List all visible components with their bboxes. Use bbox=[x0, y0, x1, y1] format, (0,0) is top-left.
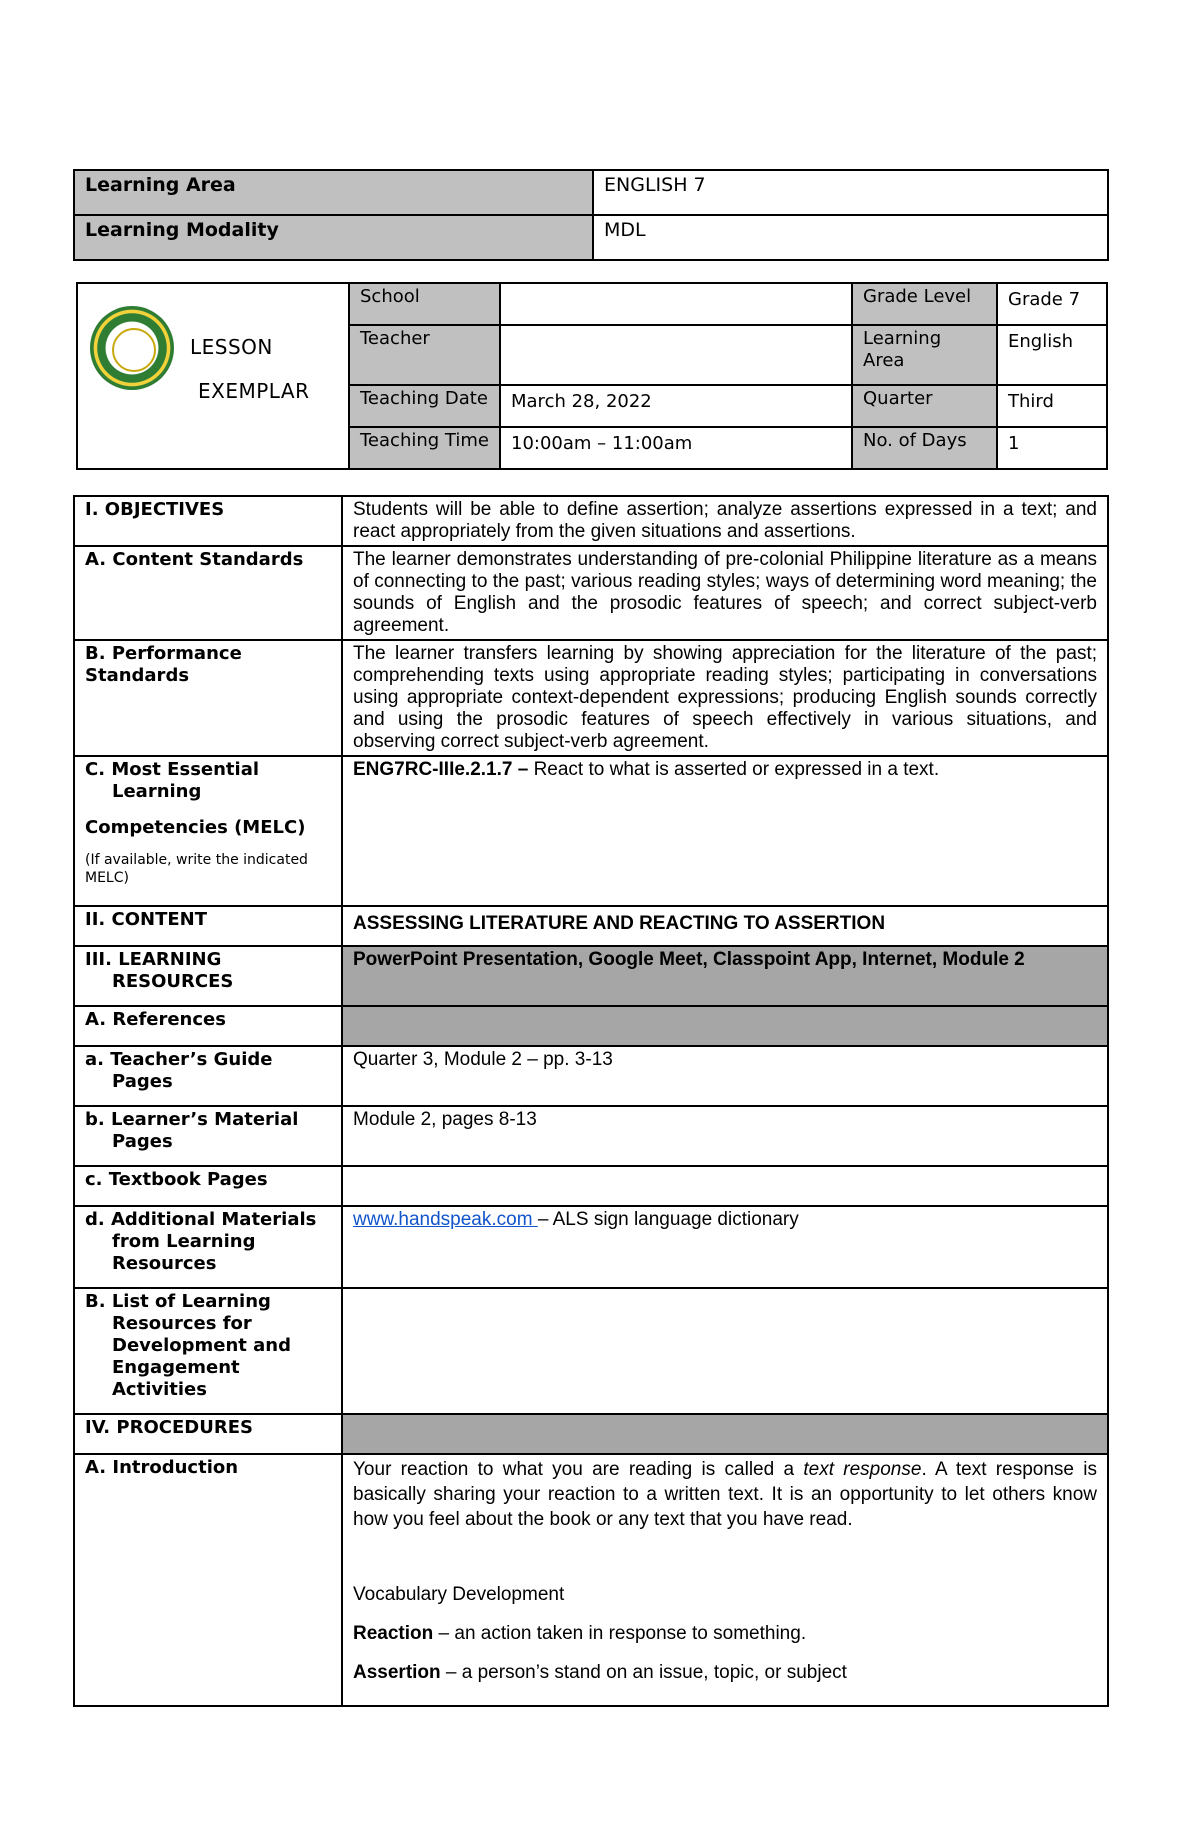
content-standards-label: A. Content Standards bbox=[74, 546, 342, 640]
reaction-def: – an action taken in response to something. bbox=[433, 1623, 807, 1644]
learning-resources-label bbox=[74, 946, 342, 1006]
tg-label-line1: a. Teacher’s Guide bbox=[85, 1049, 273, 1070]
list-label-line2: Resources for bbox=[112, 1313, 252, 1334]
quarter-value: Third bbox=[997, 385, 1107, 427]
content-standards-value: The learner demonstrates understanding of pre-colonial Philippine literature as a means of connecting to the past; various reading styles; ways of determining word meaning; the sounds of English and the prosodic features of speech; and correct subject-verb agreement. bbox=[342, 546, 1108, 640]
quarter-label: Quarter bbox=[852, 385, 997, 427]
learning-modality-label: Learning Modality bbox=[74, 215, 593, 260]
melc-label-line3: Competencies (MELC) bbox=[85, 817, 306, 838]
learning-area-value: ENGLISH 7 bbox=[593, 170, 1108, 215]
learners-material-value: Module 2, pages 8-13 bbox=[342, 1106, 1108, 1166]
procedures-value bbox=[342, 1414, 1108, 1454]
additional-label-line2: from Learning bbox=[112, 1231, 256, 1252]
deped-seal-logo bbox=[90, 306, 174, 390]
exemplar-learning-area-label: Learning Area bbox=[852, 325, 997, 385]
exemplar-title-line1: LESSON bbox=[190, 335, 273, 359]
teaching-time-label: Teaching Time bbox=[349, 427, 500, 469]
learners-material-label bbox=[74, 1106, 342, 1166]
list-label-line5: Activities bbox=[112, 1379, 207, 1400]
introduction-label: A. Introduction bbox=[74, 1454, 342, 1706]
lesson-exemplar-header bbox=[76, 282, 1108, 470]
lm-label-line1: b. Learner’s Material bbox=[85, 1109, 299, 1130]
performance-standards-label: B. Performance Standards bbox=[74, 640, 342, 756]
melc-code: ENG7RC-IIIe.2.1.7 – bbox=[353, 759, 529, 780]
additional-label-line1: d. Additional Materials bbox=[85, 1209, 317, 1230]
teaching-time-value: 10:00am – 11:00am bbox=[500, 427, 852, 469]
vocab-heading: Vocabulary Development bbox=[353, 1584, 565, 1605]
lesson-plan-table bbox=[73, 495, 1109, 1707]
school-label: School bbox=[349, 283, 500, 325]
teacher-value bbox=[500, 325, 852, 385]
list-of-resources-label bbox=[74, 1288, 342, 1414]
procedures-label: IV. PROCEDURES bbox=[74, 1414, 342, 1454]
objectives-value: Students will be able to define assertion; analyze assertions expressed in a text; and react appropriately from the given situations and assertions. bbox=[342, 496, 1108, 546]
intro-paragraph bbox=[353, 1457, 1097, 1532]
tg-label-line2: Pages bbox=[112, 1071, 173, 1092]
handspeak-link[interactable]: www.handspeak.com bbox=[353, 1209, 538, 1230]
melc-note: (If available, write the indicated MELC) bbox=[85, 852, 308, 886]
assertion-term: Assertion bbox=[353, 1662, 441, 1683]
learning-area-label: Learning Area bbox=[74, 170, 593, 215]
performance-standards-value: The learner transfers learning by showing appreciation for the literature of the past; comprehending texts using appropriate reading styles; participating in conversations using appropriate context-dependent expressions; producing English sounds correctly and using the prosodic features of speech effectively in various situations, and observing correct subject-verb agreement. bbox=[342, 640, 1108, 756]
melc-label bbox=[74, 756, 342, 906]
learning-modality-value: MDL bbox=[593, 215, 1108, 260]
melc-label-line1: C. Most Essential bbox=[85, 759, 260, 780]
grade-level-value: Grade 7 bbox=[997, 283, 1107, 325]
teachers-guide-label bbox=[74, 1046, 342, 1106]
references-value bbox=[342, 1006, 1108, 1046]
exemplar-title-line2: EXEMPLAR bbox=[198, 379, 310, 403]
teacher-label: Teacher bbox=[349, 325, 500, 385]
assertion-def: – a person’s stand on an issue, topic, or subject bbox=[440, 1662, 847, 1683]
school-value bbox=[500, 283, 852, 325]
intro-text-a: Your reaction to what you are reading is called a bbox=[353, 1459, 804, 1480]
melc-text: React to what is asserted or expressed in a text. bbox=[528, 759, 940, 780]
textbook-pages-value bbox=[342, 1166, 1108, 1206]
learning-resources-value: PowerPoint Presentation, Google Meet, Classpoint App, Internet, Module 2 bbox=[342, 946, 1108, 1006]
reaction-definition bbox=[353, 1621, 1097, 1646]
exemplar-title-cell bbox=[77, 283, 349, 469]
days-label: No. of Days bbox=[852, 427, 997, 469]
grade-level-label: Grade Level bbox=[852, 283, 997, 325]
exemplar-learning-area-value: English bbox=[997, 325, 1107, 385]
days-value: 1 bbox=[997, 427, 1107, 469]
intro-text-emphasis: text response bbox=[803, 1459, 922, 1480]
resources-label-line2: RESOURCES bbox=[112, 971, 234, 992]
learning-area-table bbox=[73, 169, 1109, 261]
resources-label-line1: III. LEARNING bbox=[85, 949, 222, 970]
additional-materials-label bbox=[74, 1206, 342, 1288]
melc-value bbox=[342, 756, 1108, 906]
lm-label-line2: Pages bbox=[112, 1131, 173, 1152]
assertion-definition bbox=[353, 1660, 1097, 1685]
additional-materials-text: – ALS sign language dictionary bbox=[537, 1209, 799, 1230]
additional-label-line3: Resources bbox=[112, 1253, 217, 1274]
list-label-line3: Development and bbox=[112, 1335, 292, 1356]
content-value: ASSESSING LITERATURE AND REACTING TO ASSERTION bbox=[342, 906, 1108, 946]
teaching-date-label: Teaching Date bbox=[349, 385, 500, 427]
list-label-line4: Engagement bbox=[112, 1357, 240, 1378]
references-label: A. References bbox=[74, 1006, 342, 1046]
additional-materials-value bbox=[342, 1206, 1108, 1288]
list-label-line1: B. List of Learning bbox=[85, 1291, 271, 1312]
objectives-label: I. OBJECTIVES bbox=[74, 496, 342, 546]
intro-text-b: . A text response is basically sharing your reaction to a written text. It is an opportunity to let others know how you feel about the book or any text that you have read. bbox=[353, 1459, 1097, 1530]
melc-label-line2: Learning bbox=[112, 781, 202, 802]
textbook-pages-label: c. Textbook Pages bbox=[74, 1166, 342, 1206]
list-of-resources-value bbox=[342, 1288, 1108, 1414]
teaching-date-value: March 28, 2022 bbox=[500, 385, 852, 427]
introduction-value bbox=[342, 1454, 1108, 1706]
reaction-term: Reaction bbox=[353, 1623, 434, 1644]
teachers-guide-value: Quarter 3, Module 2 – pp. 3-13 bbox=[342, 1046, 1108, 1106]
content-label: II. CONTENT bbox=[74, 906, 342, 946]
